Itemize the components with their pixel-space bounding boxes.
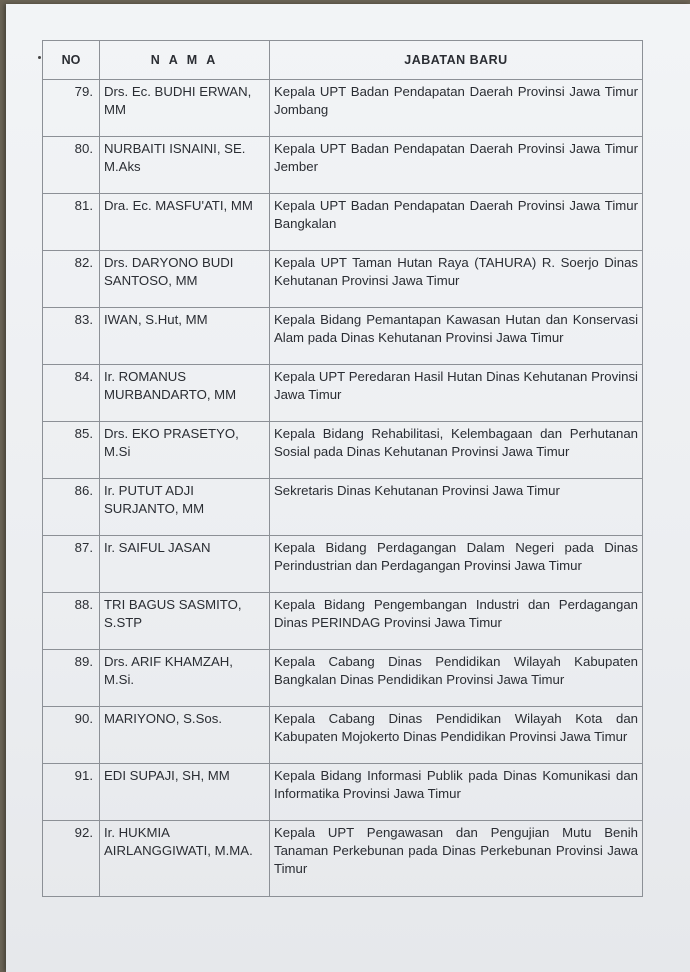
row-number: 85.	[43, 422, 100, 479]
row-position: Kepala Cabang Dinas Pendidikan Wilayah Kota dan Kabupaten Mojokerto Dinas Pendidikan Provinsi Jawa Timur	[270, 707, 643, 764]
row-name: EDI SUPAJI, SH, MM	[100, 764, 270, 821]
row-number: 88.	[43, 593, 100, 650]
row-number: 86.	[43, 479, 100, 536]
row-name: Ir. HUKMIA AIRLANGGIWATI, M.MA.	[100, 821, 270, 897]
row-number: 91.	[43, 764, 100, 821]
row-position: Kepala UPT Badan Pendapatan Daerah Provinsi Jawa Timur Jember	[270, 137, 643, 194]
row-position: Kepala UPT Badan Pendapatan Daerah Provinsi Jawa Timur Bangkalan	[270, 194, 643, 251]
row-position: Kepala Bidang Perdagangan Dalam Negeri pada Dinas Perindustrian dan Perdagangan Provinsi Jawa Timur	[270, 536, 643, 593]
row-number: 90.	[43, 707, 100, 764]
row-position: Kepala Cabang Dinas Pendidikan Wilayah Kabupaten Bangkalan Dinas Pendidikan Provinsi Jawa Timur	[270, 650, 643, 707]
row-position: Kepala Bidang Informasi Publik pada Dinas Komunikasi dan Informatika Provinsi Jawa Timur	[270, 764, 643, 821]
table-row	[43, 80, 643, 137]
table-row	[43, 422, 643, 479]
table-row	[43, 650, 643, 707]
header-no: NO	[43, 41, 100, 80]
header-nama: N A M A	[100, 41, 270, 80]
table-row	[43, 308, 643, 365]
row-number: 92.	[43, 821, 100, 897]
header-jabatan: JABATAN BARU	[270, 41, 643, 80]
row-number: 79.	[43, 80, 100, 137]
table-header-row	[43, 41, 643, 80]
row-number: 84.	[43, 365, 100, 422]
row-name: Drs. DARYONO BUDI SANTOSO, MM	[100, 251, 270, 308]
row-name: Drs. ARIF KHAMZAH, M.Si.	[100, 650, 270, 707]
row-name: Dra. Ec. MASFU'ATI, MM	[100, 194, 270, 251]
table-row	[43, 764, 643, 821]
table-row	[43, 194, 643, 251]
row-position: Sekretaris Dinas Kehutanan Provinsi Jawa Timur	[270, 479, 643, 536]
row-name: NURBAITI ISNAINI, SE. M.Aks	[100, 137, 270, 194]
row-number: 80.	[43, 137, 100, 194]
table-row	[43, 365, 643, 422]
row-number: 87.	[43, 536, 100, 593]
row-name: TRI BAGUS SASMITO, S.STP	[100, 593, 270, 650]
row-position: Kepala Bidang Pengembangan Industri dan Perdagangan Dinas PERINDAG Provinsi Jawa Timur	[270, 593, 643, 650]
row-position: Kepala Bidang Rehabilitasi, Kelembagaan dan Perhutanan Sosial pada Dinas Kehutanan Provinsi Jawa Timur	[270, 422, 643, 479]
row-number: 83.	[43, 308, 100, 365]
document-page	[6, 4, 690, 972]
row-number: 81.	[43, 194, 100, 251]
table-row	[43, 536, 643, 593]
row-position: Kepala UPT Peredaran Hasil Hutan Dinas Kehutanan Provinsi Jawa Timur	[270, 365, 643, 422]
row-name: Drs. Ec. BUDHI ERWAN, MM	[100, 80, 270, 137]
table-row	[43, 593, 643, 650]
row-name: Ir. ROMANUS MURBANDARTO, MM	[100, 365, 270, 422]
row-name: Ir. SAIFUL JASAN	[100, 536, 270, 593]
row-name: MARIYONO, S.Sos.	[100, 707, 270, 764]
table-row	[43, 707, 643, 764]
table-row	[43, 137, 643, 194]
row-name: IWAN, S.Hut, MM	[100, 308, 270, 365]
row-name: Ir. PUTUT ADJI SURJANTO, MM	[100, 479, 270, 536]
row-number: 82.	[43, 251, 100, 308]
row-position: Kepala UPT Taman Hutan Raya (TAHURA) R. Soerjo Dinas Kehutanan Provinsi Jawa Timur	[270, 251, 643, 308]
table-row	[43, 479, 643, 536]
row-number: 89.	[43, 650, 100, 707]
appointment-table	[42, 40, 643, 897]
row-position: Kepala Bidang Pemantapan Kawasan Hutan dan Konservasi Alam pada Dinas Kehutanan Provinsi Jawa Timur	[270, 308, 643, 365]
table-row	[43, 251, 643, 308]
bullet-mark	[38, 56, 41, 59]
row-position: Kepala UPT Badan Pendapatan Daerah Provinsi Jawa Timur Jombang	[270, 80, 643, 137]
table-row	[43, 821, 643, 897]
row-position: Kepala UPT Pengawasan dan Pengujian Mutu Benih Tanaman Perkebunan pada Dinas Perkebunan Provinsi Jawa Timur	[270, 821, 643, 897]
row-name: Drs. EKO PRASETYO, M.Si	[100, 422, 270, 479]
